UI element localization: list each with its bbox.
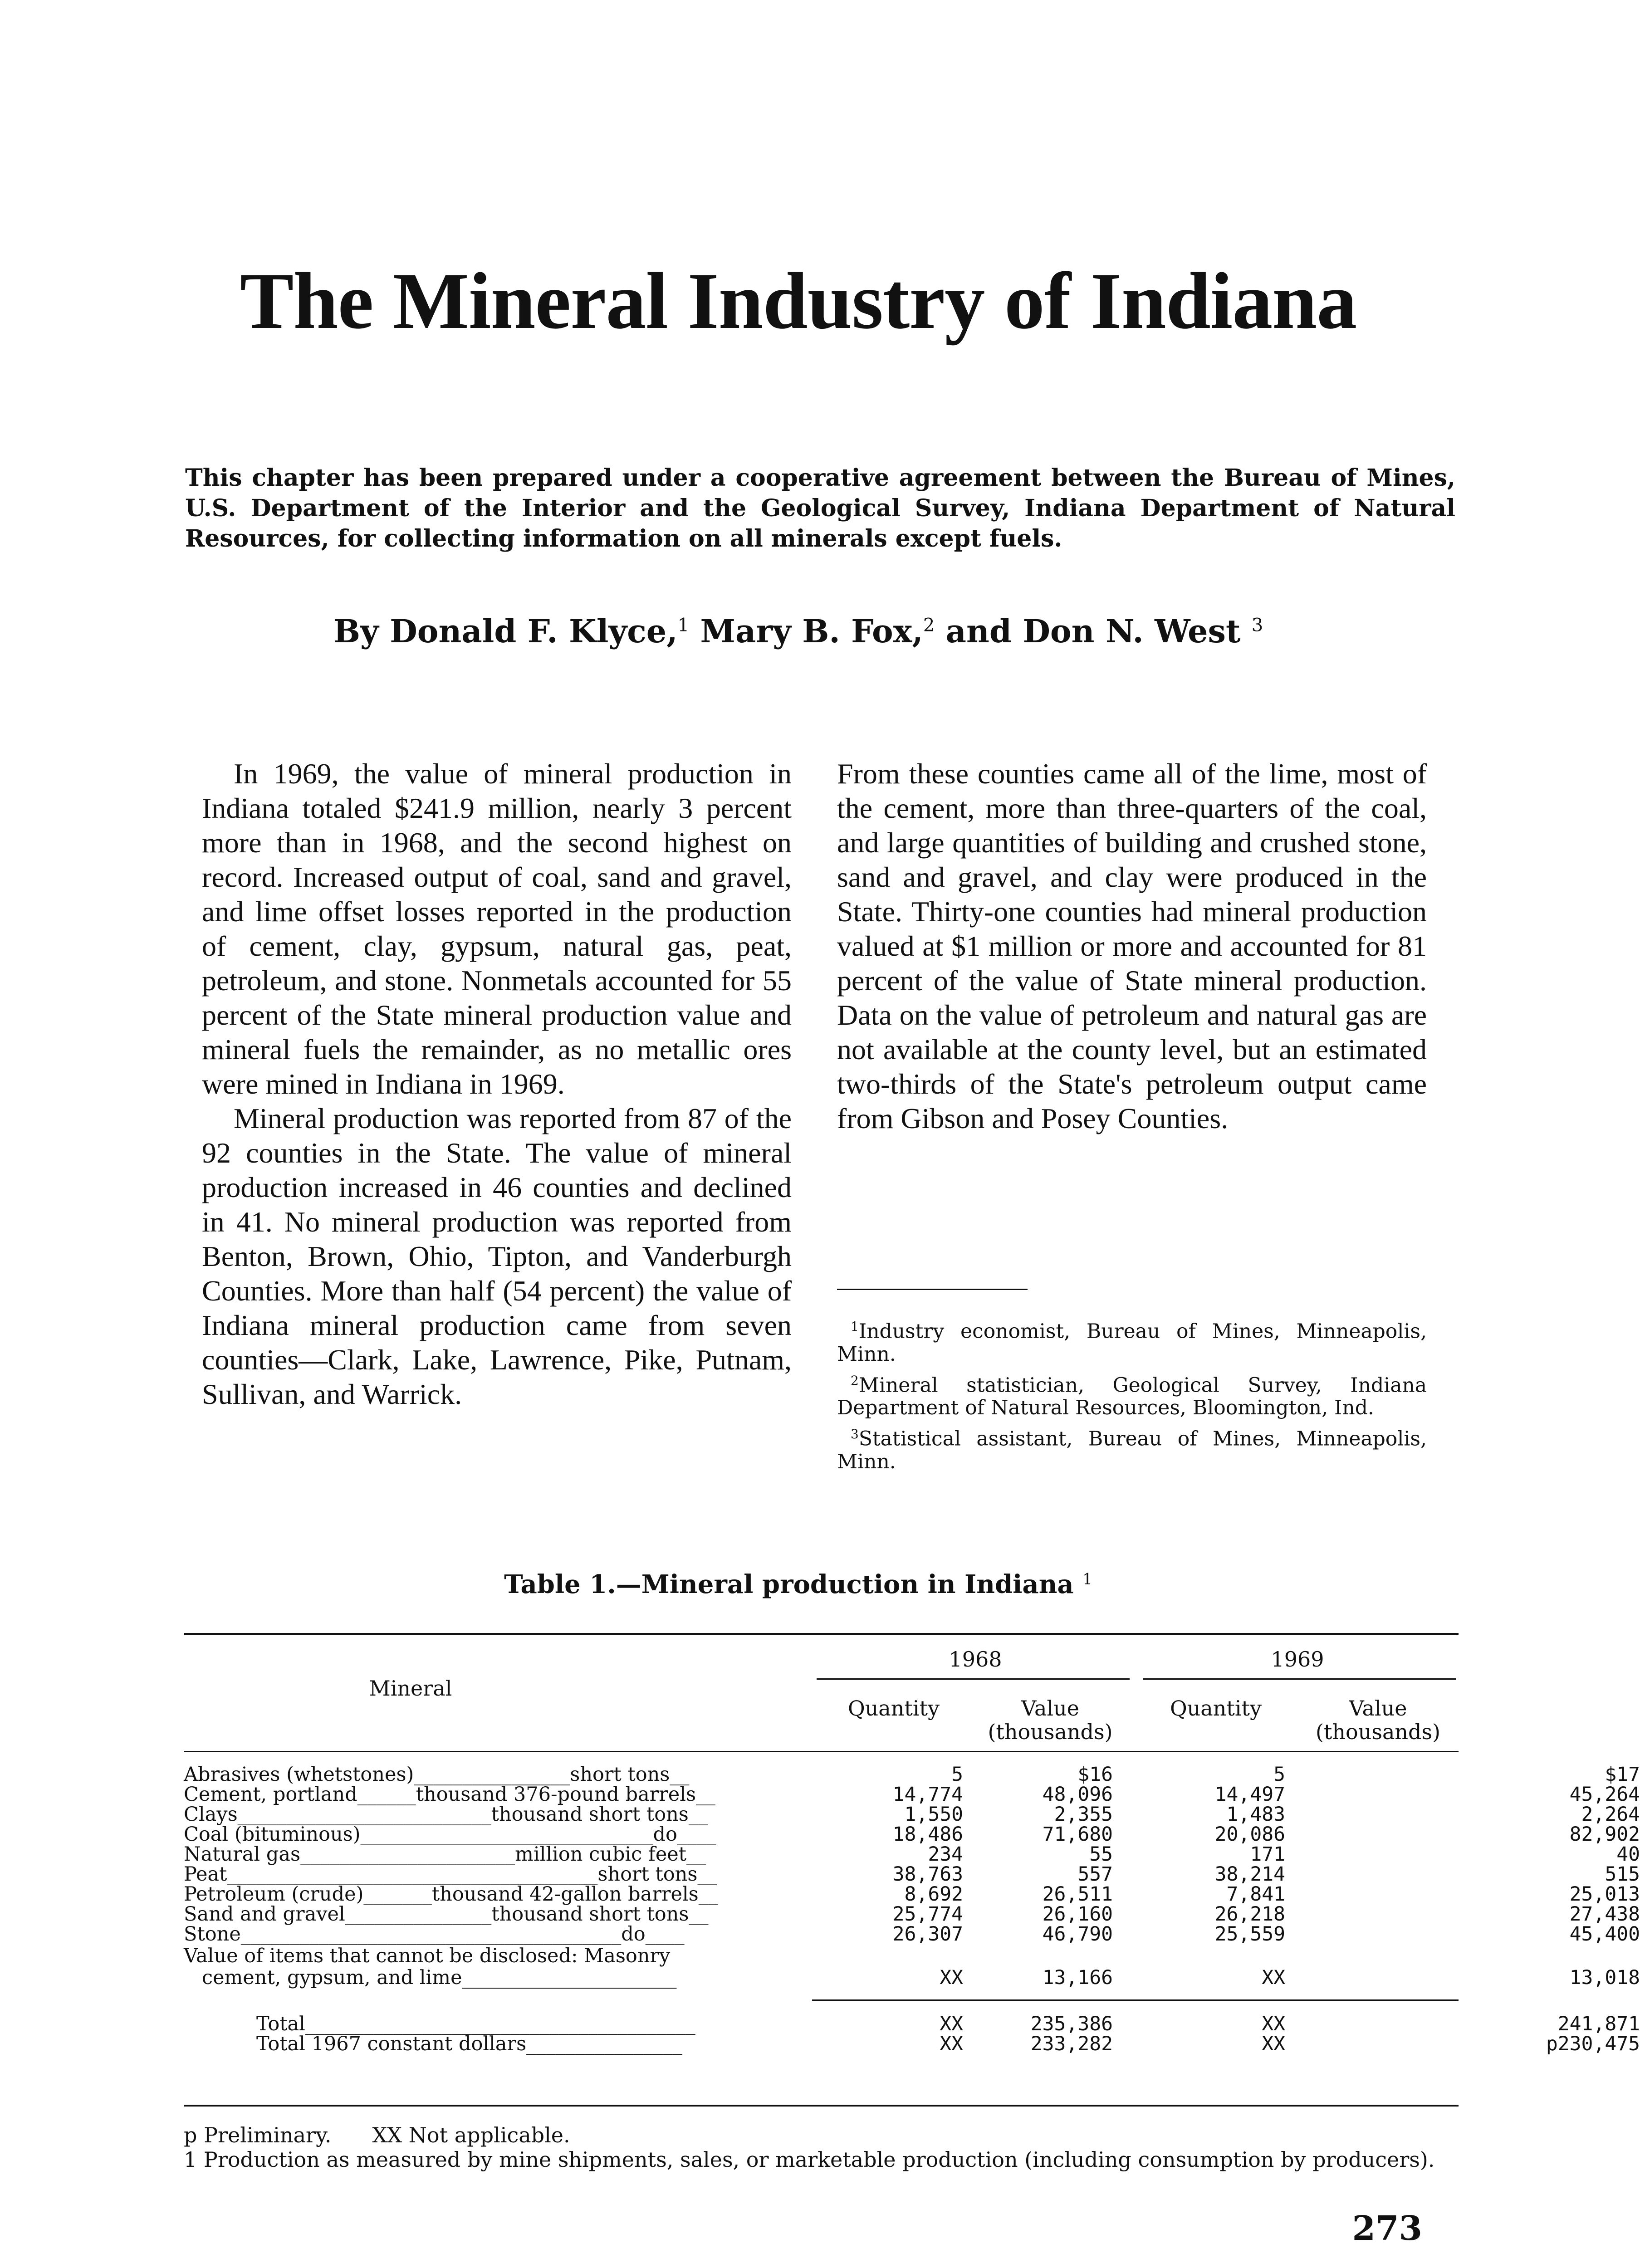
cell-value-1968: 48,096 bbox=[1042, 1783, 1113, 1806]
intro-note: This chapter has been prepared under a cooperative agreement between the Bureau of Mines, U.S. Department of the Interior and the Geological Survey, Indiana Department of Natural Resources, for collecting information on all minerals except fuels. bbox=[185, 464, 1455, 552]
row-label: Peat______________________________________short tons__ bbox=[184, 1863, 717, 1886]
author-3: and Don N. West bbox=[935, 612, 1252, 650]
cell-quantity-1968: XX bbox=[940, 2013, 963, 2035]
footnote bbox=[837, 1423, 1427, 1473]
footnote-text: Industry economist, Bureau of Mines, Minneapolis, Minn. bbox=[837, 1320, 1427, 1366]
cell-quantity-1969: 5 bbox=[1273, 1763, 1285, 1786]
table-row-total-constant bbox=[184, 2033, 1640, 2055]
cell-value-1968: 26,511 bbox=[1042, 1883, 1113, 1906]
cell-value-1968: 46,790 bbox=[1042, 1923, 1113, 1945]
table-bottom-rule bbox=[184, 2105, 1459, 2107]
cell-quantity-1968: 8,692 bbox=[904, 1883, 963, 1906]
col-header-1968: 1968 bbox=[949, 1647, 1002, 1672]
row-label: Clays__________________________thousand short tons__ bbox=[184, 1803, 708, 1826]
page-title: The Mineral Industry of Indiana bbox=[240, 256, 1357, 346]
cell-value-1968: 2,355 bbox=[1054, 1803, 1113, 1826]
cell-value-1968: $16 bbox=[1077, 1763, 1113, 1786]
row-label: Stone_______________________________________do____ bbox=[184, 1923, 685, 1945]
cell-quantity-1968: 1,550 bbox=[904, 1803, 963, 1826]
table-row bbox=[184, 1783, 1640, 1806]
footnote-text: Statistical assistant, Bureau of Mines, Minneapolis, Minn. bbox=[837, 1427, 1427, 1473]
table-row bbox=[184, 1763, 1640, 1786]
row-label: Cement, portland______thousand 376-pound barrels__ bbox=[184, 1783, 716, 1806]
cell-value-1969: 13,018 bbox=[1569, 1966, 1640, 1989]
author-2: Mary B. Fox, bbox=[689, 612, 923, 650]
cell-quantity-1968: XX bbox=[940, 1966, 963, 1989]
row-label: Abrasives (whetstones)________________short tons__ bbox=[184, 1763, 690, 1786]
row-label: Natural gas______________________million cubic feet__ bbox=[184, 1843, 706, 1866]
cell-value-1968: 55 bbox=[1089, 1843, 1113, 1866]
col-header-mineral: Mineral bbox=[369, 1676, 452, 1701]
footnote-mark: 2 bbox=[851, 1373, 859, 1388]
row-label: Petroleum (crude)_______thousand 42-gallon barrels__ bbox=[184, 1883, 718, 1906]
paragraph: Mineral production was reported from 87 of the 92 counties in the State. The value of mineral production increased in 46 counties and declined in 41. No mineral production was reported from Benton, Brown, Ohio, Tipton, and Vanderburgh Counties. More than half (54 percent) the value of Indiana mineral production came from seven counties—Clark, Lake, Lawrence, Pike, Putnam, Sullivan, and Warrick. bbox=[202, 1102, 792, 1410]
author-3-mark: 3 bbox=[1251, 615, 1263, 636]
note-preliminary: p Preliminary. bbox=[184, 2123, 332, 2147]
footnote-text: Mineral statistician, Geological Survey, Indiana Department of Natural Resources, Bloomington, Ind. bbox=[837, 1374, 1427, 1420]
cell-quantity-1969: 171 bbox=[1250, 1843, 1285, 1866]
cell-quantity-1969: 26,218 bbox=[1214, 1903, 1285, 1926]
col-header-thousands-label: (thousands) bbox=[988, 1720, 1113, 1744]
page-number: 273 bbox=[1352, 2209, 1422, 2248]
cell-value-1969: p230,475 bbox=[1546, 2033, 1640, 2055]
cell-value-1968: 26,160 bbox=[1042, 1903, 1113, 1926]
cell-value-1969: 27,438 bbox=[1569, 1903, 1640, 1926]
col-header-1969: 1969 bbox=[1271, 1647, 1324, 1672]
row-label: Total________________________________________ bbox=[256, 2013, 695, 2035]
byline bbox=[0, 612, 1596, 650]
cell-quantity-1968: 14,774 bbox=[892, 1783, 963, 1806]
row-label: Sand and gravel_______________thousand short tons__ bbox=[184, 1903, 709, 1926]
col-header-value-1969 bbox=[1297, 1696, 1459, 1744]
col-header-value-label: Value bbox=[1349, 1696, 1407, 1721]
row-label: cement, gypsum, and lime______________________ bbox=[202, 1966, 677, 1989]
cell-value-1969: 40 bbox=[1616, 1843, 1640, 1866]
col-header-value-label: Value bbox=[1021, 1696, 1079, 1721]
cell-quantity-1969: 25,559 bbox=[1214, 1923, 1285, 1945]
cell-value-1969: 45,400 bbox=[1569, 1923, 1640, 1945]
cell-quantity-1969: 7,841 bbox=[1226, 1883, 1285, 1906]
table-row bbox=[184, 1803, 1640, 1826]
note-not-applicable: XX Not applicable. bbox=[372, 2123, 570, 2147]
footnote-mark: 1 bbox=[851, 1319, 859, 1334]
table-caption-mark: 1 bbox=[1082, 1570, 1092, 1589]
cell-value-1968: 13,166 bbox=[1042, 1966, 1113, 1989]
cell-quantity-1968: 26,307 bbox=[892, 1923, 963, 1945]
table-row bbox=[184, 1843, 1640, 1866]
body-column-right bbox=[837, 757, 1427, 1136]
col-header-thousands-label: (thousands) bbox=[1315, 1720, 1441, 1744]
year-1969-rule bbox=[1143, 1678, 1456, 1680]
cell-value-1969: 241,871 bbox=[1557, 2013, 1640, 2035]
row-label: Value of items that cannot be disclosed: Masonry bbox=[184, 1945, 671, 1967]
cell-quantity-1968: 5 bbox=[951, 1763, 963, 1786]
author-1: Donald F. Klyce, bbox=[390, 612, 678, 650]
table-top-rule bbox=[184, 1633, 1459, 1635]
cell-value-1969: 82,902 bbox=[1569, 1823, 1640, 1846]
table-note bbox=[184, 2123, 1459, 2147]
cell-value-1969: 515 bbox=[1605, 1863, 1640, 1886]
cell-value-1968: 235,386 bbox=[1030, 2013, 1113, 2035]
footnote-divider bbox=[837, 1289, 1028, 1290]
cell-quantity-1969: XX bbox=[1262, 2033, 1285, 2055]
table-note: 1 Production as measured by mine shipments, sales, or marketable production (including consumption by producers). bbox=[184, 2147, 1435, 2172]
cell-value-1969: 45,264 bbox=[1569, 1783, 1640, 1806]
table-row bbox=[184, 1946, 1459, 1966]
byline-prefix: By bbox=[333, 612, 390, 650]
cell-quantity-1968: 38,763 bbox=[892, 1863, 963, 1886]
cell-quantity-1969: XX bbox=[1262, 1966, 1285, 1989]
table-caption bbox=[0, 1569, 1596, 1599]
cell-quantity-1969: 1,483 bbox=[1226, 1803, 1285, 1826]
table-row bbox=[184, 1823, 1640, 1846]
row-label: Coal (bituminous)______________________________do____ bbox=[184, 1823, 716, 1846]
cell-value-1968: 71,680 bbox=[1042, 1823, 1113, 1846]
col-header-quantity-1969: Quantity bbox=[1170, 1696, 1262, 1721]
cell-value-1969: 2,264 bbox=[1581, 1803, 1640, 1826]
cell-quantity-1969: 14,497 bbox=[1214, 1783, 1285, 1806]
row-label: Total 1967 constant dollars________________ bbox=[256, 2033, 683, 2055]
table-row bbox=[184, 1923, 1640, 1945]
author-1-mark: 1 bbox=[677, 615, 690, 636]
paragraph: In 1969, the value of mineral production in Indiana totaled $241.9 million, nearly 3 percent more than in 1968, and the second highest on record. Increased output of coal, sand and gravel, and lime offset losses reported in the production of cement, clay, gypsum, natural gas, peat, petroleum, and stone. Nonmetals accounted for 55 percent of the State mineral production value and mineral fuels the remainder, as no metallic ores were mined in Indiana in 1969. bbox=[202, 758, 792, 1100]
year-1968-rule bbox=[817, 1678, 1130, 1680]
footnote bbox=[837, 1369, 1427, 1420]
table-notes bbox=[184, 2123, 1459, 2172]
table-header-rule bbox=[184, 1751, 1459, 1752]
table-row-total bbox=[184, 2013, 1640, 2035]
footnotes bbox=[837, 1315, 1427, 1477]
table-row bbox=[184, 1883, 1640, 1906]
cell-quantity-1969: XX bbox=[1262, 2013, 1285, 2035]
author-2-mark: 2 bbox=[923, 615, 935, 636]
cell-quantity-1968: 18,486 bbox=[892, 1823, 963, 1846]
footnote bbox=[837, 1315, 1427, 1366]
col-header-quantity-1968: Quantity bbox=[847, 1696, 940, 1721]
cell-quantity-1968: 25,774 bbox=[892, 1903, 963, 1926]
col-header-value-1968 bbox=[971, 1696, 1130, 1744]
table-row bbox=[184, 1863, 1640, 1886]
cell-value-1968: 557 bbox=[1077, 1863, 1113, 1886]
footnote-mark: 3 bbox=[851, 1427, 859, 1442]
table-row bbox=[184, 1966, 1640, 1989]
paragraph: From these counties came all of the lime, most of the cement, more than three-quarters of the coal, and large quantities of building and crushed stone, sand and gravel, and clay were produced in the State. Thirty-one counties had mineral production valued at $1 million or more and accounted for 81 percent of the value of State mineral production. Data on the value of petroleum and natural gas are not available at the county level, but an estimated two-thirds of the State's petroleum output came from Gibson and Posey Counties. bbox=[837, 758, 1427, 1134]
total-rule bbox=[812, 1999, 1459, 2001]
cell-value-1969: $17 bbox=[1605, 1763, 1640, 1786]
cell-value-1969: 25,013 bbox=[1569, 1883, 1640, 1906]
cell-quantity-1969: 20,086 bbox=[1214, 1823, 1285, 1846]
table-caption-text: Table 1.—Mineral production in Indiana bbox=[504, 1569, 1074, 1599]
body-column-left bbox=[202, 757, 792, 1412]
cell-quantity-1969: 38,214 bbox=[1214, 1863, 1285, 1886]
cell-value-1968: 233,282 bbox=[1030, 2033, 1113, 2055]
cell-quantity-1968: XX bbox=[940, 2033, 963, 2055]
table-row bbox=[184, 1903, 1640, 1926]
cell-quantity-1968: 234 bbox=[928, 1843, 963, 1866]
